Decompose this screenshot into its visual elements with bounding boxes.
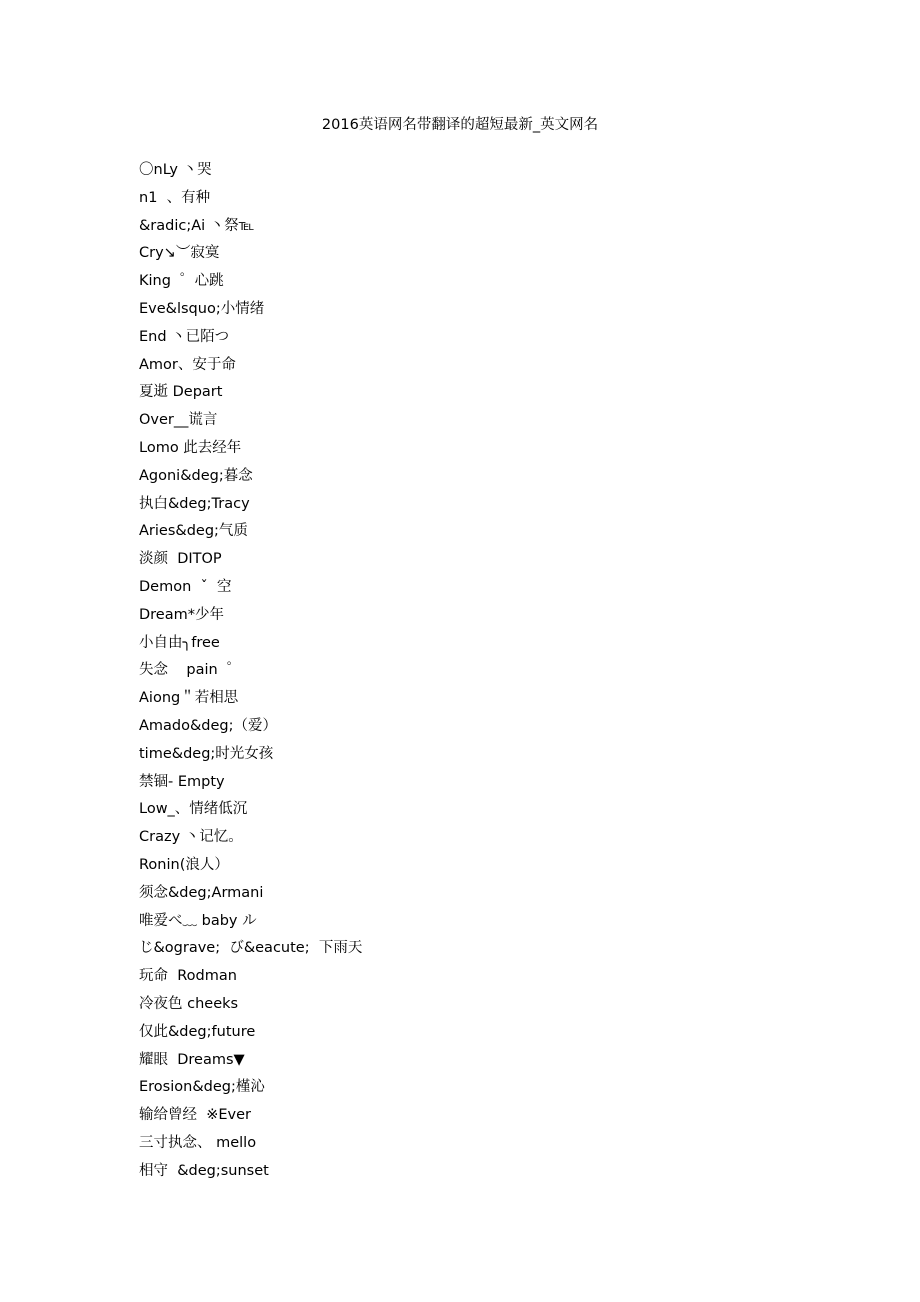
name-list-item: Crazy 丶记忆。 [139, 829, 243, 846]
name-list [139, 157, 362, 1185]
name-list-item: Demon ˇ 空 [139, 578, 232, 595]
name-list-item: Low_、情绪低沉 [139, 801, 248, 818]
name-list-item: Amado&deg;（爱） [139, 717, 278, 734]
name-list-item: じ&ograve; び&eacute; 下雨天 [139, 940, 363, 957]
name-list-item: Dream*少年 [139, 606, 224, 623]
name-list-item: 执白&deg;Tracy [139, 495, 250, 512]
name-list-item: 仅此&deg;future [139, 1023, 256, 1040]
name-list-item: Cry↘︶寂寞 [139, 245, 220, 262]
name-list-item: &radic;Ai 丶祭℡ [139, 217, 255, 234]
name-list-item: Eve&lsquo;小情绪 [139, 300, 265, 317]
name-list-item: Agoni&deg;暮念 [139, 467, 253, 484]
name-list-item: End 丶已陌つ [139, 328, 230, 345]
name-list-item: 输给曾经 ※Ever [139, 1107, 251, 1124]
name-list-item: Lomo 此去经年 [139, 439, 242, 456]
name-list-item: 相守 &deg;sunset [139, 1162, 269, 1179]
name-list-item: 夏逝 Depart [139, 384, 223, 401]
name-list-item: 唯爱べ﹏ baby ル [139, 912, 257, 929]
name-list-item: time&deg;时光女孩 [139, 745, 274, 762]
name-list-item: Aiong＂若相思 [139, 690, 239, 707]
name-list-item: King ゜心跳 [139, 273, 224, 290]
name-list-item: Over__谎言 [139, 412, 218, 429]
name-list-item: n1 、有种 [139, 189, 211, 206]
name-list-item: Amor、安于命 [139, 356, 236, 373]
name-list-item: 须念&deg;Armani [139, 884, 264, 901]
name-list-item: 耀眼 Dreams▼ [139, 1051, 245, 1068]
name-list-item: 失念 pain ゜ [139, 662, 242, 679]
name-list-item: Ronin(浪人） [139, 856, 229, 873]
name-list-item: 淡颜 DITOP [139, 551, 222, 568]
name-list-item: 〇nLy 丶哭 [139, 162, 212, 178]
name-list-item: 玩命 Rodman [139, 968, 237, 985]
name-list-item: Aries&deg;气质 [139, 523, 248, 540]
name-list-item: 冷夜色 cheeks [139, 995, 239, 1012]
name-list-item: Erosion&deg;槿沁 [139, 1079, 265, 1096]
name-list-item: 三寸执念、 mello [139, 1134, 257, 1151]
name-list-item: 禁锢- Empty [139, 773, 225, 790]
name-list-item: 小自由╮free [139, 634, 220, 651]
document-title: 2016英语网名带翻译的超短最新_英文网名 [321, 117, 599, 133]
